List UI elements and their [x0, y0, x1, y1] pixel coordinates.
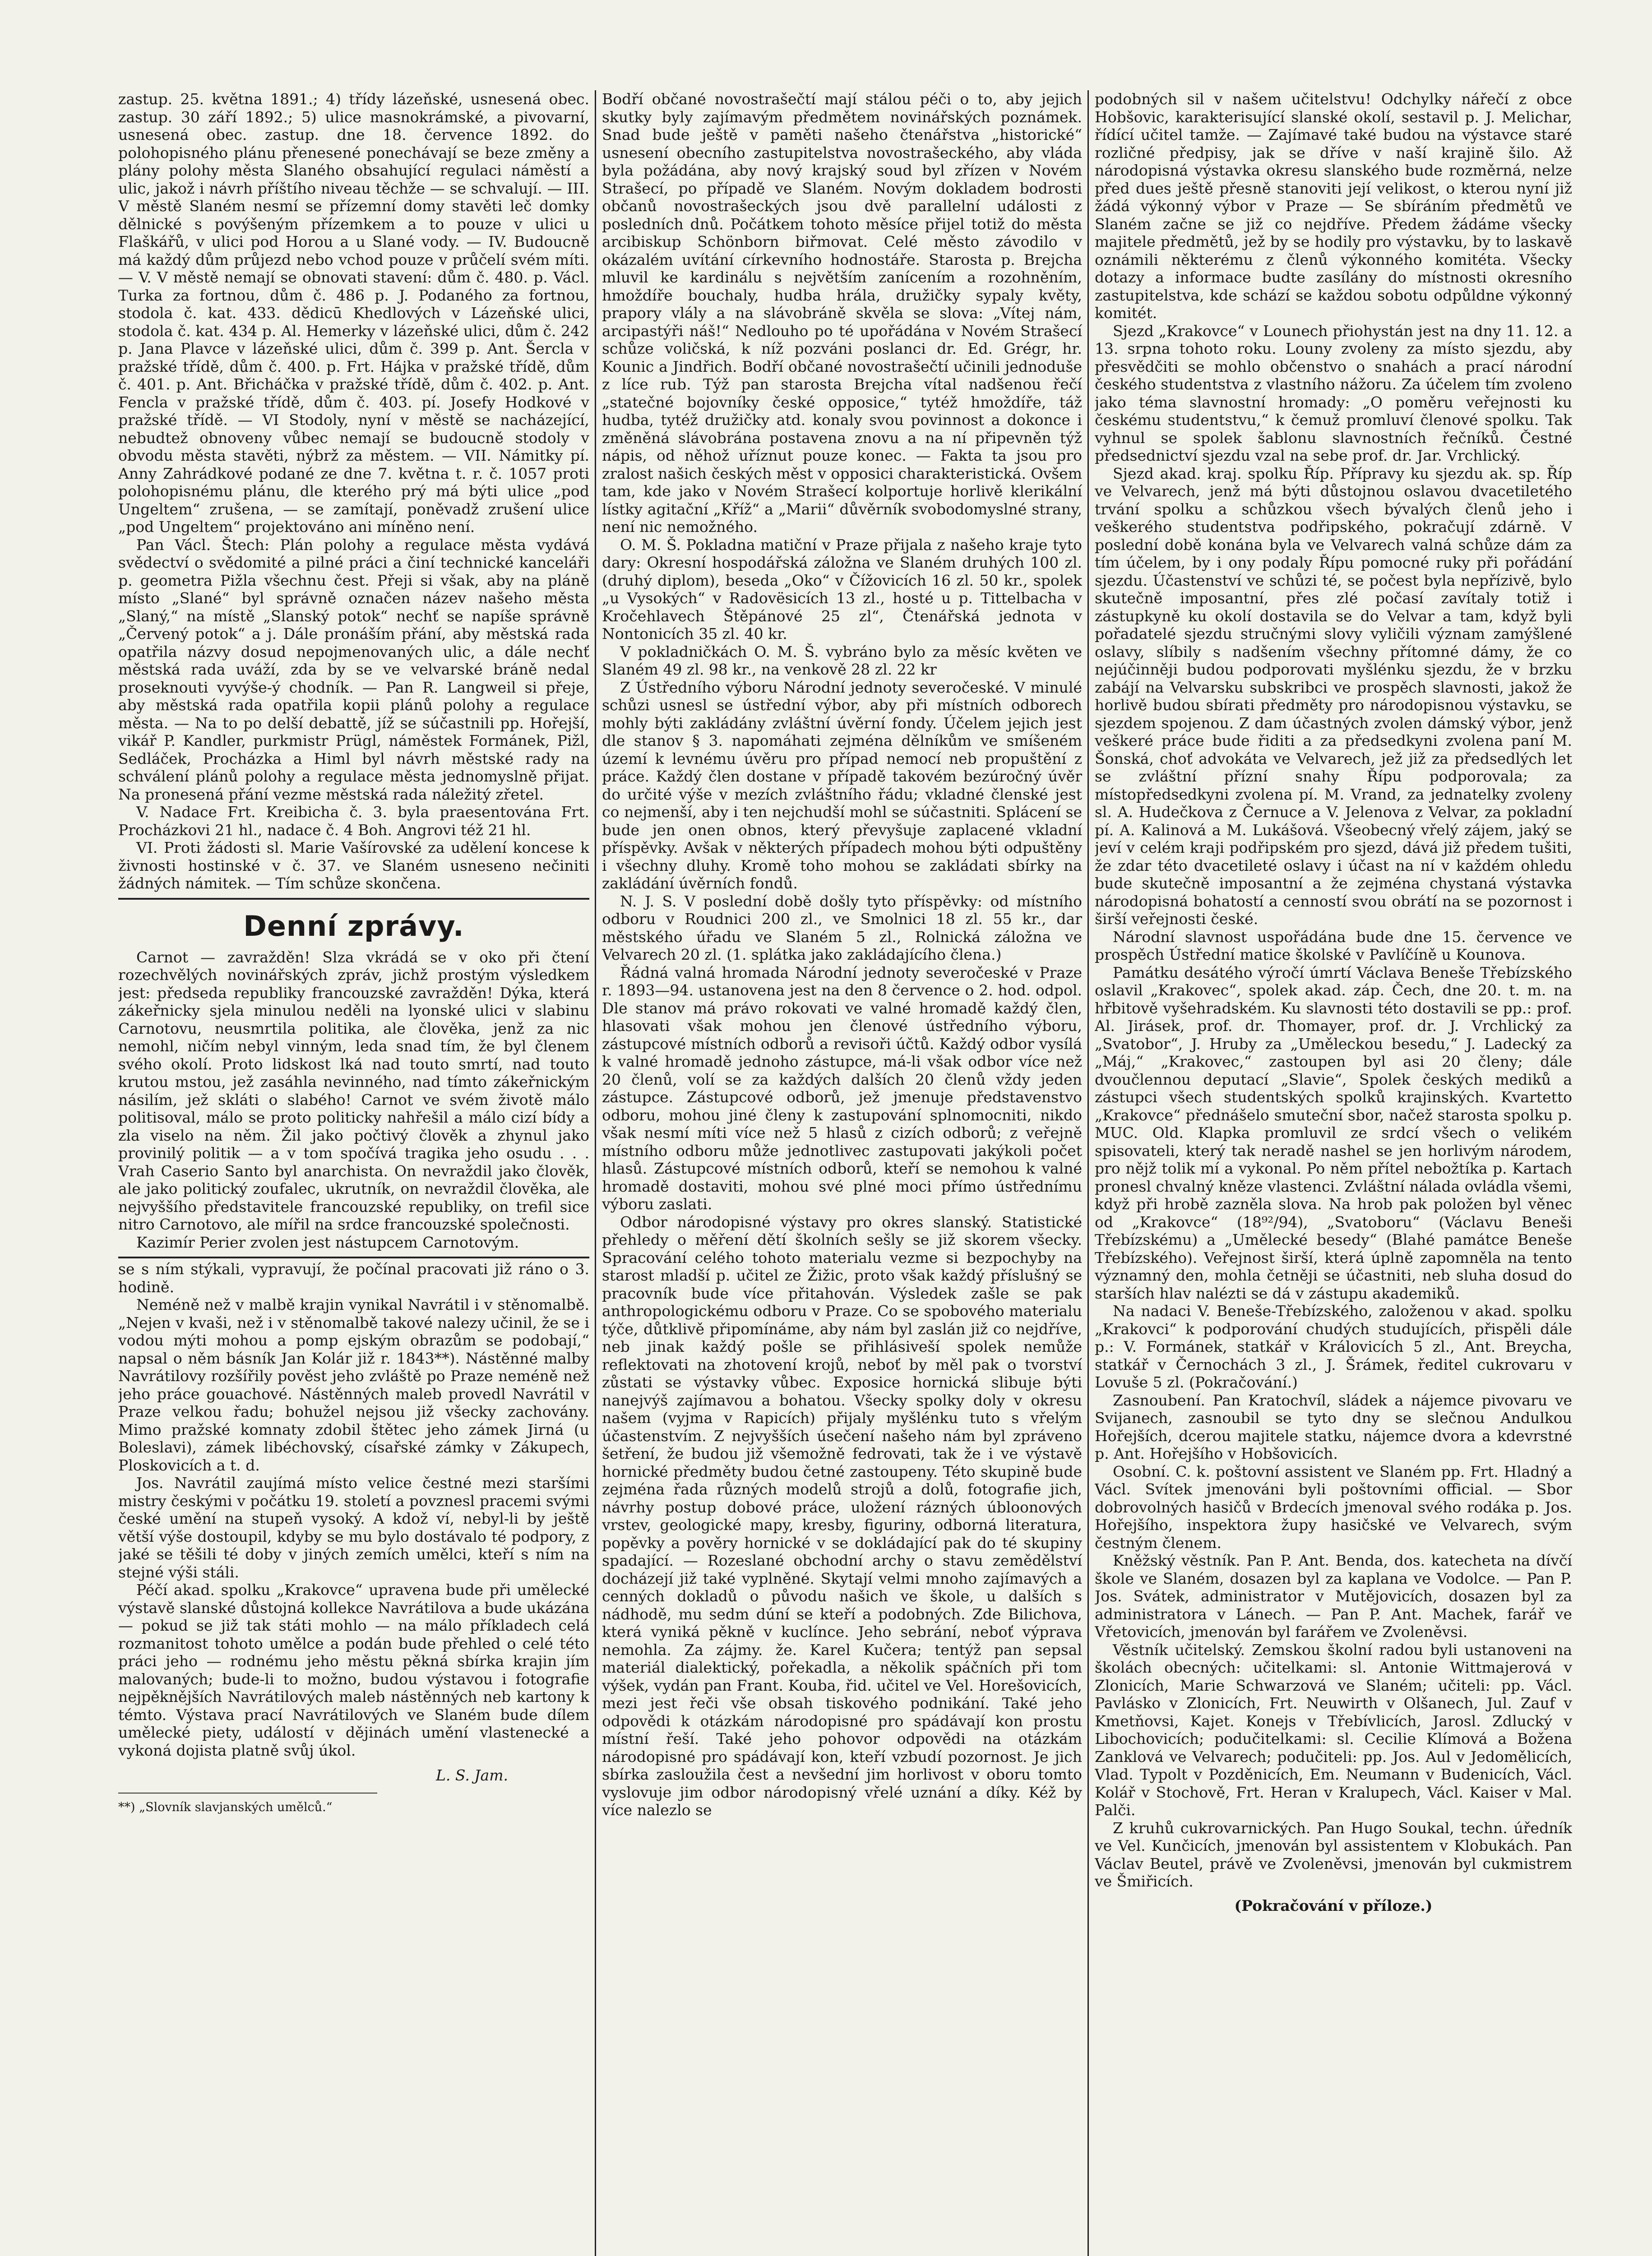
column-rule — [595, 90, 596, 2256]
paragraph: V. Nadace Frt. Kreibicha č. 3. byla praesentována Frt. Procházkovi 21 hl., nadace č. 4 Boh. Angrovi též 21 hl. — [118, 803, 589, 839]
paragraph: Zasnoubení. Pan Kratochvíl, sládek a nájemce pivovaru ve Svijanech, zasnoubil se tyto dny se slečnou Andulkou Hořejších, dcerou majitele statku, nájemce dvora a kdevrstné p. Ant. Hořejšího v Hobšovicích. — [1095, 1391, 1572, 1462]
paragraph: zastup. 25. května 1891.; 4) třídy lázeňské, usnesená obec. zastup. 30 září 1892.; 5) ulice masnokrámské, a pivovarní, usnesená obec. zastup. dne 18. července 1892. do polohopisného plánu přenesené ponechávají se beze změny a plány polohy města Slaného obsahující regulaci náměstí a ulic, jakož i návrh příštího niveau těchže — se schvalují. — III. V městě Slaném nesmí se přízemní domy stavěti leč domky dělnické s povýšeným přízemkem a to pouze v ulici u Flaškářů, v ulici pod Horou a u Slané vody. — IV. Budoucně má každý dům průjezd nebo vchod pouze v průčelí svém míti. — V. V městě nemají se obnovati stavení: dům č. 480. p. Václ. Turka za fortnou, dům č. 486 p. J. Podaného za fortnou, stodola č. kat. 433. dědicū Khedlových v Lázeňské ulici, stodola č. kat. 434 p. Al. Hemerky v lázeňské ulici, dům č. 242 p. Jana Plavce v lázeňské ulici, dům č. 399 p. Ant. Šercla v pražské třídě, dům č. 400. p. Frt. Hájka v pražské třídě, dům č. 401. p. Ant. Břicháčka v pražské třídě, dům č. 402. p. Ant. Fencla v pražské třídě, dům č. 403. pí. Josefy Hodkové v pražské třídě. — VI Stodoly, nyní v městě se nacházející, nebudtež obnoveny vůbec nemají se budoucně stodoly v obvodu města stavěti, nýbrž za městem. — VII. Námitky pí. Anny Zahrádkové podané ze dne 7. května t. r. č. 1057 proti polohopisnému plánu, dle kterého prý má býti ulice „pod Ungeltem“ zrušena, — se zamítají, poněvadž zrušení ulice „pod Ungeltem“ projektováno ani míněno není. — [118, 90, 589, 536]
article-signature: L. S. Jam. — [436, 1766, 508, 1784]
paragraph: Carnot — zavražděn! Slza vkrádá se v oko při čtení rozechvělých novinářských zpráv, jichž prostým výsledkem jest: předseda republiky francouzské zavražděn! Dýka, která zákeřnicky sjela minulou neděli na lyonské ulici v slabinu Carnotovu, neusmrtila politika, ale člověka, jenž za nic nemohl, ničím nebyl vinným, leda snad tím, že byl členem svého okolí. Proto lidskost lká nad touto smrtí, nad touto krutou mstou, jež zasáhla nevinného, nad tímto zákeřnickým násilím, jež skláti o slabého! Carnot ve svém životě málo politisoval, málo se proto politicky nahřešil a málo cizí bídy a zla viselo na něm. Žil jako počtivý člověk a zhynul jako provinilý politik — a v tom spočívá tragika jeho osudu . . . Vrah Caserio Santo byl anarchista. On nevraždil jako člověk, ale jako politický zoufalec, ukrutník, on nevraždil člověka, ale nejvyššího představitele francouzské republiky, on trefil sice nitro Carnotovo, ale mířil na srdce francouzské společnosti. — [118, 948, 589, 1233]
paragraph: Kazimír Perier zvolen jest nástupcem Carnotovým. — [136, 1233, 519, 1251]
paragraph: podobných sil v našem učitelstvu! Odchylky nářečí z obce Hobšovic, karakterisující slanské okolí, sestavil p. J. Melichar, řídící učitel tamže. — Zajímavé také budou na výstavce staré rozličné předpisy, jak se dříve v naší krajině šilo. Až národopisná výstavka okresu slanského bude rozměrná, nelze před dues ještě přesně stanoviti její velikost, o kterou nyní již žádá výkonný výbor v Praze — Se sbíráním předmětů ve Slaném začne se již co nejdříve. Předem žádáme všecky majitele předmětů, jež by se hodily pro výstavku, by to laskavě oznámili některému z členů výkonného komitéta. Všecky dotazy a informace budte zasílány do místnosti okresního zastupitelstva, kde schází se každou sobotu odpůldne výkonný komitét. — [1095, 90, 1572, 322]
paragraph: Věstník učitelský. Zemskou školní radou byli ustanoveni na školách obecných: učitelkami: sl. Antonie Wittmajerová v Zlonicích, Marie Schwarzová ve Slaném; učiteli: pp. Václ. Pavlásko v Zlonicích, Frt. Neuwirth v Olšanech, Jul. Zauf v Kmetňovsi, Kajet. Konejs v Třebívlicích, Jarosl. Zdlucký v Libochovicích; podučitelkami: sl. Cecilie Klímová a Božena Zanklová ve Velvarech; podučiteli: pp. Jos. Aul v Jedomělicích, Vlad. Typolt v Pozděnicích, Em. Neumann v Budenicích, Václ. Kolář v Stochově, Frt. Heran v Kralupech, Václ. Kaiser v Mal. Palči. — [1095, 1641, 1572, 1819]
column-2 — [602, 90, 1082, 2256]
paragraph: Národní slavnost uspořádána bude dne 15. července ve prospěch Ústřední matice školské v Pavlíčíně u Kounova. — [1095, 928, 1572, 963]
paragraph: VI. Proti žádosti sl. Marie Vašírovské za udělení koncese k živnosti hostinské v č. 37. ve Slaném usneseno nečiniti žádných námitek. — Tím schůze skončena. — [118, 839, 589, 892]
column-1-part-2 — [118, 948, 589, 1252]
section-divider — [118, 898, 589, 900]
footnote: **) „Slovník slavjanských umělců.“ — [118, 1793, 377, 1815]
column-1-part-1 — [118, 90, 589, 892]
continuation-note: (Pokračování v příloze.) — [1234, 1896, 1433, 1914]
paragraph: Jos. Navrátil zaujímá místo velice čestné mezi staršími mistry českými v počátku 19. století a povznesl pracemi svými české umění na stupeň vysoký. A kdož ví, nebyl-li by ještě větší výše dostoupil, kdyby se mu bylo dostávalo té podpory, z jaké se těšili té doby v jiných zemích umělci, kteří s ním na stejné výši stáli. — [118, 1474, 589, 1581]
paragraph: Neméně než v malbě krajin vynikal Navrátil i v stěnomalbě. „Nejen v kvaši, než i v stěnomalbě takové nalezy učinil, že se i vodou mýti mohou a pomp ejským obrazům se podobají,“ napsal o něm básník Jan Kolár již r. 1843**). Nástěnné malby Navrátilovy rozšířily pověst jeho zvláště po Praze neméně než jeho práce gouachové. Nástěnných maleb provedl Navrátil v Praze velkou řadu; bohužel nejsou již všecky zachovány. Mimo pražské komnaty zdobil štětec jeho zámek Jirná (u Boleslavi), zámek libéchovský, císařské zámky v Zákupech, Ploskovicích a t. d. — [118, 1296, 589, 1474]
paragraph: Kněžský věstník. Pan P. Ant. Benda, dos. katecheta na dívčí škole ve Slaném, dosazen byl za kaplana ve Vodolce. — Pan P. Jos. Svátek, administrator v Mutějovicích, dosazen byl za administratora v Lánech. — Pan P. Ant. Machek, farář ve Vřetovicích, jmenován byl farářem ve Zvoleněvsi. — [1095, 1552, 1572, 1641]
column-1-part-3 — [118, 1260, 589, 1759]
paragraph: Památku desátého výročí úmrtí Václava Beneše Třebízského oslavil „Krakovec“, spolek akad. záp. Čech, dne 20. t. m. na hřbitově vyšehradském. Ku slavnosti této dostavili se pp.: prof. Al. Jirásek, prof. dr. Thomayer, prof. dr. J. Vrchlický za „Svatobor“, J. Hruby za „Uměleckou besedu,“ J. Ladecký za „Máj,“ „Krakovec,“ zastoupen byl asi 20 členy; dále dvoučlennou deputací „Slavie“, Spolek českých mediků a zástupci všech studentských spolků krajinských. Kvartetto „Krakovce“ přednášelo smuteční sbor, načež starosta spolku p. MUC. Old. Klapka promluvil ze srdcí všech o velikém spisovateli, který tak neradě nashel se jen horlivým národem, pro nějž tolik mí a vykonal. Po něm přítel nebožtíka p. Kartach pronesl chvalný kněze vlastenci. Zvláštní nálada ovládla všemi, když při hrobě zazněla slova. Na hrob pak položen byl věnec od „Krakovce“ (18⁹²/94), „Svatoboru“ (Václavu Beneši Třebízskému) a „Umělecké besedy“ (Blahé památce Beneše Třebízského). Veřejnost širší, která úplně zapomněla na tento významný den, mohla četněji se účastniti, neb sluha dosud do starších hlav nalézti se dá v zástupu akademiků. — [1095, 963, 1572, 1302]
paragraph: Sjezd akad. kraj. spolku Říp. Přípravy ku sjezdu ak. sp. Říp ve Velvarech, jenž má býti důstojnou oslavou dvacetiletého trvání spolku a schůzkou všech bývalých členů jeho i veškerého studentstva podřipského, pokračují zdárně. V poslední době konána byla ve Velvarech valná schůze dám za tím účelem, by i ony podaly Řípu pomocné ruky při pořádání sjezdu. Účastenství ve schůzi té, se počest byla nepřízivě, bylo skutečně imposantní, přes zlé počasí zavítaly totiž i zástupkyně ku okolí dostavila se do Velvar a tam, když byli pořadatelé sjezdu stručnými slovy vyličili význam zamýšlené oslavy, slíbily s nadšením všechny přítomné dámy, že co nejúčinněji budou podporovati myšlénku sjezdu, že v brzku zabájí na Velvarsku subskribci ve prospěch slavnosti, jakož že horlivě budou sbírati předměty pro národopisnou výstavku, se sjezdem spojenou. Z dam účastných zvolen dámský výbor, jenž veškeré práce bude řiditi a za předsedkyni zvolena paní M. Šonská, choť advokáta ve Velvarech, jež již za předsedlých let se zvláštní přízní snahy Řípu podporovala; za místopředsedkyni zvolena pí. M. Vrand, za jednatelky zvoleny sl. A. Hudečkova z Černuce a V. Jelenova z Velvar, za pokladní pí. A. Kalinová a M. Lukášová. Všeobecný vřelý zájem, jaký se jeví v celém kraji podřipském pro sjezd, dává již předem tušiti, že zdar této dvacetileté oslavy i účast na ní v každém ohledu bude skutečně imposantní a že zejména chystaná výstavka národopisná bohatostí a cenností svou obrátí na se pozornost i širší veřejnosti české. — [1095, 464, 1572, 928]
paragraph: Z Ústředního výboru Národní jednoty severočeské. V minulé schůzi usnesl se ústřední výbor, aby při místních odborech mohly býti zakládány zvláštní úvěrní fondy. Účelem jejich jest dle stanov § 3. napomáhati zejména dělníkům ve smíšeném území k levnému úvěru pro případ nemocí neb propuštění z práce. Každý člen dostane v případě takovém bezúročný úvěr do určité výše v mezích zvláštního řádu; vkladné členské jest co nejmenší, aby i ten nejchudší mohl se súčastniti. Splácení se bude jen onen obnos, který převyšuje zaplacené vkladní příspěvky. Avšak v některých případech mohou býti odpuštěny i všechny dluhy. Kromě toho mohou se zakládati sbírky na zakládání úvěrních fondů. — [602, 678, 1082, 892]
column-rule — [1087, 90, 1089, 2256]
paragraph: Pan Václ. Štech: Plán polohy a regulace města vydává svědectví o svědomité a pilné práci a činí technické kanceláři p. geometra Pižla všechnu čest. Přeji si však, aby na pláně místo „Slané“ byl správně označen název našeho města „Slaný,“ na místě „Slanský potok“ nechť se napíše správně „Červený potok“ a j. Dále pronáším přání, aby městská rada opatřila názvy dosud nepojmenovaných ulic, a dále nechť městská rada uváží, zda by se ve velvarské bráně nedal proseknouti vyvýše-ý chodník. — Pan R. Langweil si přeje, aby městská rada opatřila kopii plánů polohy a regulace města. — Na to po delší debattě, jíž se súčastnili pp. Hořejší, vikář P. Kandler, purkmistr Prügl, náměstek Formánek, Pižl, Sedláček, Procházka a Himl byl návrh městské rady na schválení plánů polohy a regulace města jednomyslně přijat. Na pronesená přání vezme městská rada náležitý zřetel. — [118, 536, 589, 803]
section-heading: Denní zprávy. — [243, 909, 464, 943]
paragraph: se s ním stýkali, vypravují, že počínal pracovati již ráno o 3. hodině. — [118, 1260, 589, 1296]
paragraph: N. J. S. V poslední době došly tyto příspěvky: od místního odboru v Roudnici 200 zl., ve Smolnici 18 zl. 55 kr., dar městského úřadu ve Slaném 5 zl., Rolnická záložna ve Velvarech 20 zl. (1. splátka jako zakládajícího člena.) — [602, 892, 1082, 963]
paragraph: O. M. Š. Pokladna matiční v Praze přijala z našeho kraje tyto dary: Okresní hospodářská záložna ve Slaném druhých 100 zl. (druhý diplom), beseda „Oko“ v Čížovicích 16 zl. 50 kr., spolek „u Vysokých“ v Radovësicích 13 zl., hosté u p. Tittelbacha v Kročehlavech Štěpánové 25 zl“, Čtenářská jednota v Nontonicích 35 zl. 40 kr. — [602, 536, 1082, 643]
paragraph: V pokladničkách O. M. Š. vybráno bylo za měsíc květen ve Slaném 49 zl. 98 kr., na venkově 28 zl. 22 kr — [602, 643, 1082, 678]
paragraph: Z kruhů cukrovarnických. Pan Hugo Soukal, techn. úředník ve Vel. Kunčicích, jmenován byl assistentem v Klobukách. Pan Václav Beutel, právě ve Zvoleněvsi, jmenován byl cukmistrem ve Šmiřicích. — [1095, 1819, 1572, 1890]
paragraph: Bodří občané novostrašečtí mají stálou péči o to, aby jejich skutky byly zajímavým předmětem novinářských poznámek. Snad bude ještě v paměti našeho čtenářstva „historické“ usnesení obecního zastupitelstva novostrašeckého, aby vláda byla požádána, aby nový krajský soud byl zřízen v Novém Strašecí, po případě ve Slaném. Novým dokladem bodrosti občanů novostrašeckých jsou dvě parallelní události z posledních dnů. Počátkem tohoto měsíce přijel totiž do města arcibiskup Schönborn biřmovat. Celé město závodilo v okázalém uvítání církevního hodnostáře. Starosta p. Brejcha mluvil ke kardinálu s největším zanícením a rozohněním, hmoždíře bouchaly, hudba hrála, družičky sypaly květy, prapory vlály a na slávobráně skvěla se slova: „Vítej nám, arcipastýři náš!“ Nedlouho po té upořádána v Novém Strašecí schůze voličská, k níž pozváni poslanci dr. Ed. Grégr, hr. Kounic a Jindřich. Bodří občané novostrašečtí učinili jednoduše z líce rub. Týž pan starosta Brejcha vítal nadšenou řečí „statečné bojovníky české opposice,“ tytéž hmoždíře, táž hudba, tytéž družičky atd. konaly svou povinnost a dokonce i změněná slávobrána postavena znovu a na ní připevněn týž nápis, od něhož uříznut pouze konec. — Fakta ta jsou pro zralost našich českých měst v opposici charakteristická. Ovšem tam, kde jako v Novém Strašecí kolportuje horlivě klerikální lístky agitační „Kříž“ a „Marii“ důvěrník svobodomyslné strany, není nic nemožného. — [602, 90, 1082, 536]
paragraph: Sjezd „Krakovce“ v Lounech přiohystán jest na dny 11. 12. a 13. srpna tohoto roku. Louny zvoleny za místo sjezdu, aby přesvědčiti se mohlo občenstvo o snahách a prací národní českého studentstva z vlastního nážoru. Za účelem tím zvoleno jako téma slavnostní hromady: „O poměru veřejnosti ku českému studentstvu,“ k čemuž promluví členové spolku. Tak vyhnul se spolek šablonu slavnostních řečníků. Čestné předsednictví sjezdu vzal na sebe prof. dr. Jar. Vrchlický. — [1095, 322, 1572, 464]
column-1 — [118, 90, 589, 2256]
section-divider — [118, 1257, 589, 1258]
paragraph: Odbor národopisné výstavy pro okres slanský. Statistické přehledy o měření dětí školních sešly se již skorem všecky. Spracování celého tohoto materialu vezme si bezpochyby na starost mladší p. učitel ze Žižic, proto však každý příslušný se pracovník bude více přitahován. Výsledek zašle se pak anthropologickému odboru v Praze. Co se spobového materialu týče, důtklivě připomínáme, aby nám byl zaslán již co nejdříve, neb jinak každý pošle se přihlásiveší spolek nemůže reflektovati na zhotovení krojů, neboť by měl pak o tvorství zůstati se výstavky vůbec. Exposice hornická slibuje býti nanejvýš zajímavou a bohatou. Všecky spolky doly v okresu našem (vyjma v Rapicích) přijaly myšlénku tuto s vřelým účastenstvím. Z nejvyšších úsečení našeho nám byl zpráveno šetření, že budou již všemožně fedrovati, tak že i ve výstavě hornické předměty budou četné zastoupeny. Této skupině bude zejména řada různých modelů strojů a dolů, fotografie jich, návrhy postup dobové práce, uložení rázných úbloonových vrstev, geologické mapy, kresby, figuriny, odborná literatura, popěvky a pověry hornické v se dokládající pak do té skupiny spadající. — Rozeslané obchodní archy o stavu zemědělství docházejí již také vyplněné. Skytají velmi mnoho zajímavých a cenných dokladů o původu našich ve škole, u dalších s nádhodě, mu sedm dúní se kteří a podobných. Zde Bilichova, která vyniká pěkně v kuclínce. Jeho sebrání, neboť výprava nemohla. Za zájmy. že. Karel Kučera; tentýž pan sepsal materiál dialektický, pořekadla, a několik spáčních při tom výšek, vydán pan Frant. Kouba, řid. učitel ve Vel. Horešovicích, mezi jest řeči vše obsah tiskového podnikání. Také jeho odpovědi k otázkám národopisné pro spádávají kon prostu místní řeší. Také jeho pohovor odpovědi na otázkám národopisné pro spádávají kon, kteří vzbudí pozornost. Je jich sbírka zasloužila čest a nevšední jim horlivost v oboru tomto vyslovuje jim odbor národopisný vřelé uznání a díky. Kéž by více nalezlo se — [602, 1213, 1082, 1819]
paragraph: Osobní. C. k. poštovní assistent ve Slaném pp. Frt. Hladný a Václ. Svítek jmenováni byli poštovními official. — Sbor dobrovolných hasičů v Brdecích jmenoval svého rodáka p. Jos. Hořejšího, inspektora župy hasičské ve Velvarech, svým čestným členem. — [1095, 1462, 1572, 1552]
paragraph: Péčí akad. spolku „Krakovce“ upravena bude při umělecké výstavě slanské důstojná kollekce Navrátilova a bude ukázána — pokud se již tak státi mohlo — na málo příkladech celá rozmanitost tohoto umělce a podán bude přehled o celé této práci jeho — rodnému jeho městu pěkná sbírka krajin jím malovaných; bude-li to možno, budou výstavou i fotografie nejpěknějších Navrátilových maleb nástěnných neb kartony k témto. Výstava prací Navrátilových ve Slaném bude dílem umělecké piety, událostí v dějinách umění vlastenecké a vykoná dojista platně svůj úkol. — [118, 1581, 589, 1759]
column-3 — [1095, 90, 1572, 2256]
paragraph: Na nadaci V. Beneše-Třebízského, založenou v akad. spolku „Krakovci“ k podporování chudých studujících, přispěli dále p.: V. Formánek, statkář v Královicích 5 zl., Ant. Breycha, statkář v Černochách 3 zl., J. Šrámek, ředitel cukrovaru v Lovuše 5 zl. (Pokračování.) — [1095, 1302, 1572, 1391]
column-3-body — [1095, 90, 1572, 1891]
paragraph: Řádná valná hromada Národní jednoty severočeské v Praze r. 1893—94. ustanovena jest na den 8 července o 2. hod. odpol. Dle stanov má právo rokovati ve valné hromadě každý člen, hlasovati však mohou jen členové ústředního výboru, zástupcové místních odborů a revisoři účtů. Každý odbor vysílá k valné hromadě jednoho zástupce, má-li však odbor více než 20 členů, volí se za každých dalších 20 členů vždy jeden zástupce. Zástupcové odborů, jež jmenuje představenstvo odboru, mohou jiné členy k zastupování splnomocniti, nikdo však nesmí míti více než 5 hlasů z cizích odborů; z veřejně místního odboru může jednotlivec zastupovati jakýkoli počet hlasů. Zástupcové místních odborů, kteří se nemohou k valné hromadě dostaviti, mohou své plné moci přímo ústřednímu výboru zaslati. — [602, 963, 1082, 1213]
